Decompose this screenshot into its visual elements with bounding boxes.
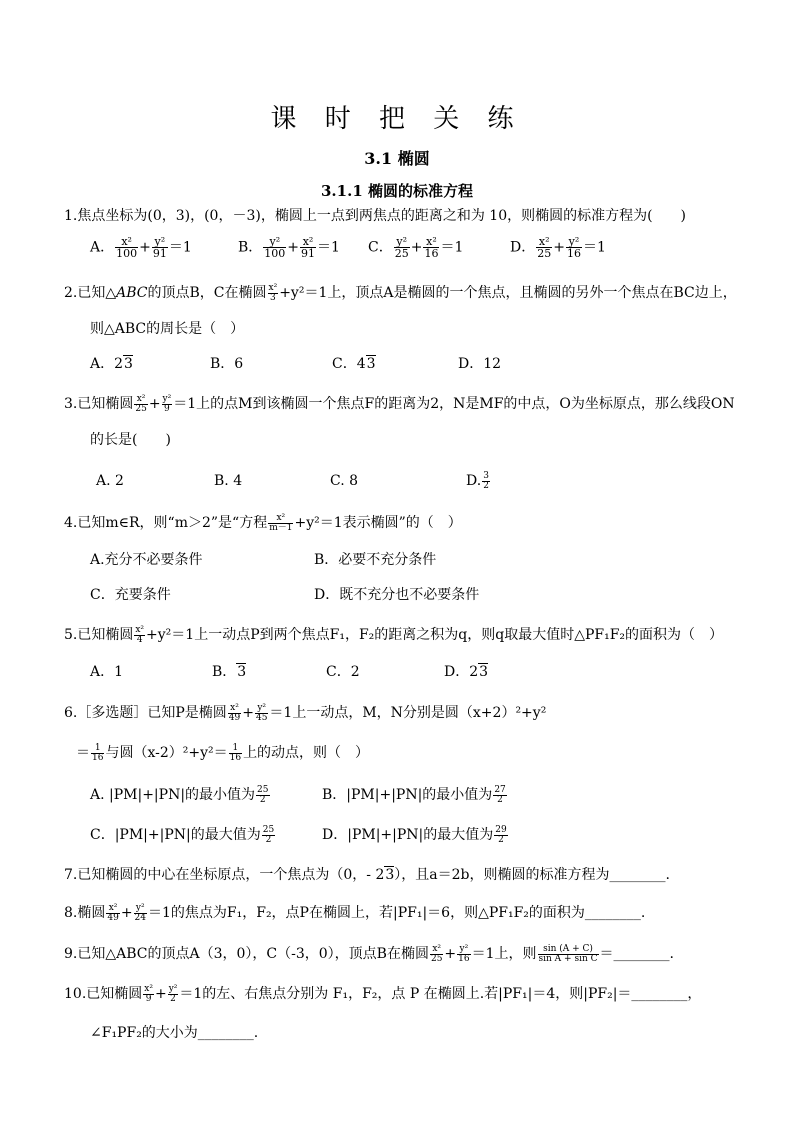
q6-stem-line2: ＝ $\frac{1}{16}$ 与圆（x-2）²+y²＝ $\frac{1}{16}$ 上的动点，则（ ） xyxy=(76,742,370,763)
q3-option-c: C. 8 xyxy=(330,473,359,489)
fraction: $\frac{\text{y²}}{91}$ xyxy=(152,235,167,260)
fraction: $\frac{\text{y²}}{9}$ xyxy=(162,393,172,414)
q1-option-a: A． $\frac{\text{x²}}{100}$ + $\frac{\text{y²}}{91}$ ＝1 xyxy=(90,235,192,260)
q10-stem: 10.已知椭圆 $\frac{\text{x²}}{9}$ + $\frac{\text{y²}}{2}$ ＝1的左、右焦点分别为 F₁，F₂，点 P 在椭圆上.若|PF₁|＝4，则|PF₂|＝________， xyxy=(64,983,702,1004)
q3-stem: 3.已知椭圆 $\frac{\text{x²}}{25}$ + $\frac{\text{y²}}{9}$ ＝1上的点M到该椭圆一个焦点F的距离为2，N是MF的中点，O为坐标原点，那么线段ON xyxy=(64,393,735,414)
q4-stem: 4.已知m∈R，则“m＞2”是“方程 $\frac{\text{x²}}{m-1}$ +y²＝1表示椭圆”的（ ） xyxy=(64,512,462,533)
q5-option-c: C．2 xyxy=(326,664,360,680)
q6-stem: 6.［多选题］已知P是椭圆 $\frac{\text{x²}}{49}$ + $\frac{\text{y²}}{45}$ ＝1上一动点，M，N分别是圆（x+2）²+y² xyxy=(64,702,547,723)
q2-option-c: C．43 xyxy=(332,356,376,372)
q3-stem-line2: 的长是( ) xyxy=(90,432,171,448)
fraction: $\frac{1}{16}$ xyxy=(92,742,104,763)
fraction: $\frac{\text{x²}}{m-1}$ xyxy=(269,512,293,533)
q1-option-c: C． $\frac{\text{y²}}{25}$ + $\frac{\text{x²}}{16}$ ＝1 xyxy=(368,235,464,260)
q6-option-a: A. |PM|+|PN|的最小值为 $\frac{25}{2}$ xyxy=(90,784,269,805)
fraction: $\frac{\text{x²}}{49}$ xyxy=(228,702,241,723)
fraction: $\frac{\text{x²}}{9}$ xyxy=(144,983,153,1004)
fraction: $\frac{\text{y²}}{16}$ xyxy=(566,235,581,260)
q5-option-a: A．1 xyxy=(90,664,124,680)
fraction: $\frac{27}{2}$ xyxy=(494,784,506,805)
q4-option-d: D．既不充分也不必要条件 xyxy=(314,587,480,603)
fraction: $\frac{\text{x²}}{25}$ xyxy=(135,393,147,414)
fraction: $\frac{\text{y²}}{100}$ xyxy=(264,235,286,260)
q2-option-a: A．23 xyxy=(90,356,133,372)
fraction: $\frac{\text{y²}}{16}$ xyxy=(458,943,470,964)
fraction: $\frac{\text{x²}}{25}$ xyxy=(430,943,443,964)
subsection-heading: 3.1.1 椭圆的标准方程 xyxy=(321,182,473,200)
fraction: $\frac{\text{y²}}{24}$ xyxy=(134,902,146,923)
q3-option-a: A. 2 xyxy=(96,473,124,489)
fraction: $\frac{25}{2}$ xyxy=(262,824,275,845)
fraction: $\frac{\text{x²}}{4}$ xyxy=(135,624,145,645)
fraction: $\frac{\text{x²}}{91}$ xyxy=(301,235,316,260)
fraction: $\frac{\text{x²}}{25}$ xyxy=(537,235,552,260)
fraction: $\frac{\text{y²}}{45}$ xyxy=(255,702,268,723)
q5-option-d: D．23 xyxy=(444,664,489,680)
fraction: $\frac{25}{2}$ xyxy=(257,784,269,805)
q4-option-b: B．必要不充分条件 xyxy=(314,552,437,568)
q4-option-a: A.充分不必要条件 xyxy=(90,552,203,568)
q6-option-c: C．|PM|+|PN|的最大值为 $\frac{25}{2}$ xyxy=(90,824,275,845)
q5-stem: 5.已知椭圆 $\frac{\text{x²}}{4}$ +y²＝1上一动点P到两个焦点F₁，F₂的距离之积为q，则q取最大值时△PF₁F₂的面积为（ ） xyxy=(64,624,724,645)
page-title: 课 时 把 关 练 xyxy=(270,104,524,134)
q8-stem: 8.椭圆 $\frac{\text{x²}}{49}$ + $\frac{\text{y²}}{24}$ ＝1的焦点为F₁，F₂，点P在椭圆上，若|PF₁|＝6，则△PF₁F₂的面积为________. xyxy=(64,902,646,923)
fraction: $\frac{1}{16}$ xyxy=(229,742,242,763)
q1-stem: 1.焦点坐标为(0，3)，(0，－3)，椭圆上一点到两焦点的距离之和为 10，则椭圆的标准方程为( ) xyxy=(64,208,687,224)
q9-stem: 9.已知△ABC的顶点A（3，0），C（-3，0），顶点B在椭圆 $\frac{\text{x²}}{25}$ + $\frac{\text{y²}}{16}$ ＝1上，则 $\frac{\sin (A + C)}{\text{sin A + sin C}}$ ＝________. xyxy=(64,943,674,964)
fraction: $\frac{\sin (A + C)}{\text{sin A + sin C}}$ xyxy=(538,943,598,964)
fraction: $\frac{\text{x²}}{3}$ xyxy=(268,282,278,303)
fraction: $\frac{\text{y²}}{25}$ xyxy=(394,235,409,260)
q5-option-b: B．3 xyxy=(212,664,247,680)
q6-option-d: D．|PM|+|PN|的最大值为 $\frac{29}{2}$ xyxy=(322,824,507,845)
q10-stem-line2: ∠F₁PF₂的大小为________. xyxy=(90,1025,259,1041)
q1-option-b: B． $\frac{\text{y²}}{100}$ + $\frac{\text{x²}}{91}$ ＝1 xyxy=(238,235,340,260)
section-heading: 3.1 椭圆 xyxy=(364,149,430,168)
q1-option-d: D． $\frac{\text{x²}}{25}$ + $\frac{\text{y²}}{16}$ ＝1 xyxy=(510,235,606,260)
fraction: $\frac{\text{x²}}{16}$ xyxy=(424,235,439,260)
fraction: $\frac{\text{y²}}{2}$ xyxy=(168,983,178,1004)
q3-option-d: D. $\frac{3}{2}$ xyxy=(466,470,489,491)
fraction: $\frac{3}{2}$ xyxy=(483,470,489,491)
fraction: $\frac{29}{2}$ xyxy=(495,824,507,845)
q3-option-b: B. 4 xyxy=(214,473,243,489)
q7-stem: 7.已知椭圆的中心在坐标原点，一个焦点为（0，- 23），且a＝2b，则椭圆的标准方程为________. xyxy=(64,867,670,883)
fraction: $\frac{\text{x²}}{100}$ xyxy=(116,235,138,260)
q6-option-b: B．|PM|+|PN|的最小值为 $\frac{27}{2}$ xyxy=(322,784,506,805)
q2-option-d: D．12 xyxy=(458,356,502,372)
q2-option-b: B．6 xyxy=(210,356,244,372)
q4-option-c: C．充要条件 xyxy=(90,587,171,603)
q2-stem-line2: 则△ABC的周长是（ ） xyxy=(90,321,245,337)
fraction: $\frac{\text{x²}}{49}$ xyxy=(107,902,119,923)
q2-stem: 2.已知△ABC的顶点B，C在椭圆 $\frac{\text{x²}}{3}$ +y²＝1上，顶点A是椭圆的一个焦点，且椭圆的另外一个焦点在BC边上， xyxy=(64,282,737,303)
